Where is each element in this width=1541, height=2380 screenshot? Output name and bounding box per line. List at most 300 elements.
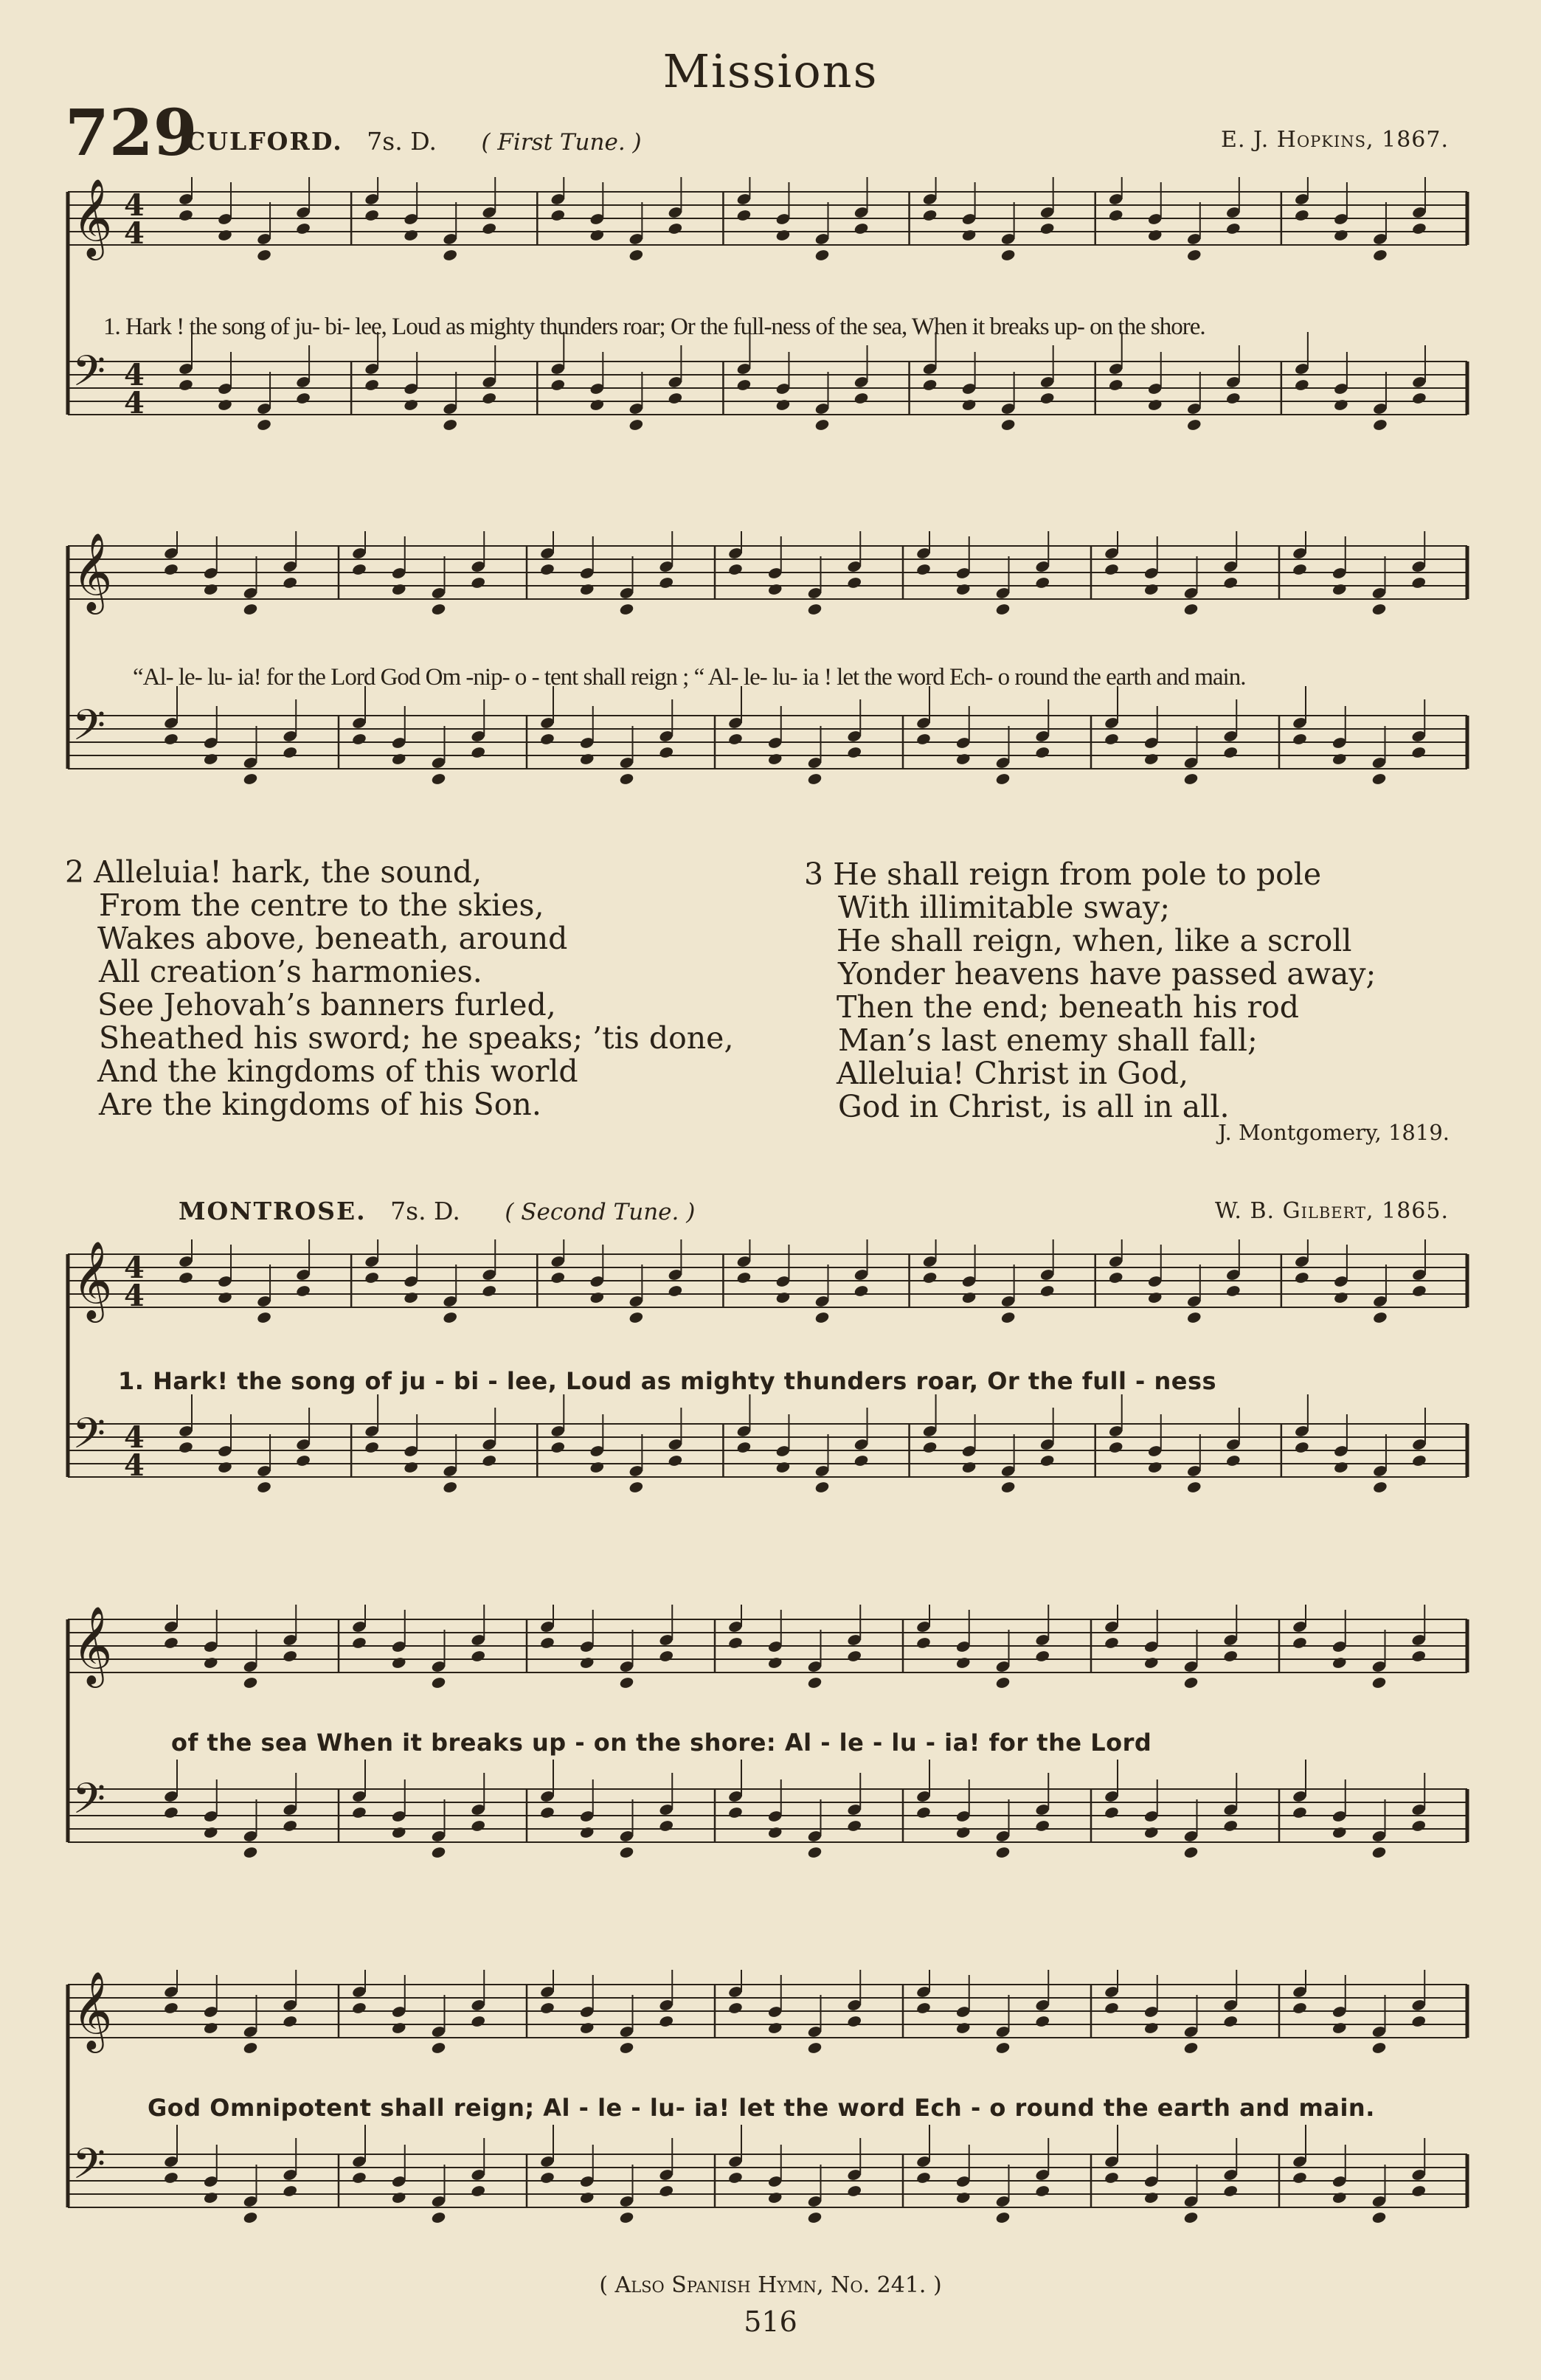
notehead [1292,2171,1307,2184]
notehead [807,1676,823,1689]
notehead [1000,418,1016,432]
notehead [955,753,971,766]
notehead [961,398,977,412]
notehead [256,1481,271,1494]
notehead [364,378,379,392]
notehead [403,1291,418,1304]
notehead [628,1311,644,1324]
notehead [736,378,752,392]
notehead [1371,1676,1387,1689]
notehead [163,2002,179,2015]
notehead [807,1846,823,1859]
notehead [619,772,634,786]
notehead [579,753,595,766]
notehead [482,1284,497,1298]
tune1-name: CULFORD. [186,127,343,156]
notehead [1223,576,1239,589]
notehead [955,2021,971,2035]
notehead [1183,1676,1199,1689]
notehead [619,603,634,616]
treble-clef-icon: 𝄞 [72,1240,113,1319]
tune2-note: ( Second Tune. ) [505,1199,696,1225]
notehead [853,222,869,235]
notehead [995,2041,1011,2055]
notehead [659,2015,674,2028]
notehead [1039,222,1055,235]
notehead [1183,2211,1199,2224]
notehead [1333,398,1348,412]
notehead [364,209,379,222]
time-signature: 4 [124,1279,145,1313]
notehead [1332,583,1347,596]
notehead [163,733,179,746]
notehead [203,1656,218,1670]
notehead [1035,746,1050,759]
notehead [659,1650,674,1663]
notehead [1183,2041,1199,2055]
notehead [955,2191,971,2204]
notehead [1223,2015,1239,2028]
notehead [727,1636,743,1650]
notehead [283,1650,298,1663]
notehead [1143,1656,1159,1670]
notehead [178,378,193,392]
notehead [1411,1454,1427,1467]
notehead [995,603,1011,616]
notehead [539,2002,555,2015]
notehead [243,2211,258,2224]
notehead [1186,1481,1202,1494]
notehead [217,229,232,242]
notehead [163,1806,179,1819]
notehead [1333,1461,1348,1474]
notehead [283,746,298,759]
notehead [1000,249,1016,262]
bass-clef-icon: 𝄢 [72,346,106,407]
notehead [1108,1441,1123,1454]
notehead [1108,209,1123,222]
time-signature: 4 [124,1250,145,1285]
notehead [1372,1481,1388,1494]
notehead [163,563,179,576]
notehead [431,603,446,616]
notehead [1183,1846,1199,1859]
notehead [1292,2002,1307,2015]
notehead [295,1284,311,1298]
notehead [847,1819,862,1833]
notehead [431,1676,446,1689]
tune2-lyrics-line1: 1. Hark! the song of ju - bi - lee, Loud as mighty thunders roar, Or the full - ness [118,1367,1217,1395]
notehead [1223,746,1239,759]
notehead [471,2015,486,2028]
notehead [1372,418,1388,432]
tune2-lyrics-line2: of the sea When it breaks up - on the shore: Al - le - lu - ia! for the Lord [171,1729,1152,1757]
notehead [482,1454,497,1467]
notehead [1333,229,1348,242]
notehead [443,1481,458,1494]
notehead [727,733,743,746]
tune2-header [179,1197,695,1225]
notehead [1186,249,1202,262]
notehead [1000,1481,1016,1494]
notehead [736,1441,752,1454]
notehead [668,1284,683,1298]
notehead [853,392,869,405]
tune2-composer: W. B. Gilbert, 1865. [1214,1198,1449,1224]
notehead [1186,1311,1202,1324]
notehead [961,1461,977,1474]
notehead [163,1636,179,1650]
notehead [295,1454,311,1467]
notehead [1147,1461,1163,1474]
notehead [659,2184,674,2198]
notehead [163,2171,179,2184]
notehead [1332,1826,1347,1839]
notehead [1292,563,1307,576]
section-title: Missions [662,44,879,98]
verse-line: Sheathed his sword; he speaks; ’tis done, [99,1020,734,1056]
notehead [539,2171,555,2184]
notehead [243,2041,258,2055]
notehead [915,2171,931,2184]
time-signature: 4 [124,1448,145,1483]
notehead [1039,392,1055,405]
notehead [1143,2021,1159,2035]
notehead [1035,576,1050,589]
notehead [471,1650,486,1663]
notehead [579,1656,595,1670]
notehead [1104,2002,1119,2015]
treble-staff [68,1605,1467,1689]
notehead [589,1461,605,1474]
notehead [243,772,258,786]
notehead [807,772,823,786]
notehead [243,1846,258,1859]
notehead [922,1441,938,1454]
notehead [628,249,644,262]
notehead [955,1656,971,1670]
notehead [1147,398,1163,412]
verse-line: 2 Alleluia! hark, the sound, [65,854,482,890]
notehead [550,378,566,392]
notehead [431,772,446,786]
notehead [995,1846,1011,1859]
verse-line: 3 He shall reign from pole to pole [804,857,1322,892]
hymn-author: J. Montgomery, 1819. [1218,1120,1450,1145]
notehead [1371,603,1387,616]
notehead [295,392,311,405]
treble-staff [68,177,1467,262]
tune2-lyrics-line3: God Omnipotent shall reign; Al - le - lu- ia! let the word Ech - o round the earth and main. [148,2094,1375,2122]
notehead [351,733,367,746]
notehead [351,2171,367,2184]
notehead [217,1461,232,1474]
notehead [1104,563,1119,576]
notehead [243,1676,258,1689]
notehead [391,1656,406,1670]
treble-clef-icon: 𝄞 [72,178,113,257]
time-signature: 4 [124,386,145,421]
notehead [589,229,605,242]
notehead [1108,1271,1123,1284]
notehead [995,772,1011,786]
notehead [1000,1311,1016,1324]
notehead [589,398,605,412]
notehead [961,229,977,242]
notehead [1108,378,1123,392]
notehead [767,2191,783,2204]
treble-clef-icon: 𝄞 [72,1971,113,2049]
notehead [283,2015,298,2028]
notehead [775,398,791,412]
notehead [1411,576,1427,589]
notehead [550,1271,566,1284]
notehead [1104,1806,1119,1819]
verse-line: From the centre to the skies, [99,888,544,923]
notehead [217,1291,232,1304]
page-number: 516 [744,2305,797,2338]
notehead [915,1806,931,1819]
time-signature: 4 [124,1420,145,1455]
notehead [482,222,497,235]
notehead [628,418,644,432]
notehead [1104,2171,1119,2184]
verse-line: Wakes above, beneath, around [97,921,568,956]
notehead [619,2041,634,2055]
notehead [736,1271,752,1284]
notehead [471,2184,486,2198]
notehead [775,1291,791,1304]
verse-line: All creation’s harmonies. [99,954,482,989]
notehead [403,1461,418,1474]
bass-staff [68,332,1467,432]
notehead [847,2184,862,2198]
tune1-lyrics-line1: 1. Hark ! the song of ju- bi- lee, Loud as mighty thunders roar; Or the full-ness of the sea, When it breaks up- on the shore. [103,314,1205,340]
notehead [178,1441,193,1454]
bass-staff [68,1760,1467,1859]
notehead [443,418,458,432]
notehead [443,249,458,262]
notehead [814,418,830,432]
notehead [775,1461,791,1474]
verse-line: Alleluia! Christ in God, [837,1056,1188,1091]
tune2-name: MONTROSE. [179,1197,367,1225]
notehead [1225,1284,1241,1298]
notehead [659,746,674,759]
notehead [178,209,193,222]
verse-3 [804,858,1376,1124]
notehead [659,576,674,589]
notehead [364,1271,379,1284]
treble-staff [68,1239,1467,1324]
notehead [922,209,938,222]
notehead [814,249,830,262]
notehead [471,1819,486,1833]
verse-line: See Jehovah’s banners furled, [97,987,556,1023]
notehead [1292,1806,1307,1819]
notehead [628,1481,644,1494]
notehead [955,1826,971,1839]
notehead [727,563,743,576]
notehead [243,603,258,616]
verse-line: Yonder heavens have passed away; [838,956,1376,992]
notehead [727,1806,743,1819]
bass-clef-icon: 𝄢 [72,700,106,761]
time-signature: 4 [124,188,145,223]
tune1-lyrics-line2: “Al- le- lu- ia! for the Lord God Om -nip- o - tent shall reign ; “ Al- le- lu- ia ! let the word Ech- o round the earth and main. [133,664,1246,691]
notehead [203,753,218,766]
verse-line: Are the kingdoms of his Son. [99,1087,541,1122]
notehead [256,249,271,262]
notehead [431,2211,446,2224]
notehead [403,229,418,242]
notehead [579,1826,595,1839]
notehead [1294,1441,1309,1454]
notehead [1372,249,1388,262]
notehead [1223,2184,1239,2198]
footnote: ( Also Spanish Hymn, No. 241. ) [599,2272,942,2298]
notehead [391,2191,406,2204]
notehead [391,1826,406,1839]
notehead [1332,2191,1347,2204]
notehead [736,209,752,222]
notehead [1104,1636,1119,1650]
notehead [1371,772,1387,786]
notehead [1371,1846,1387,1859]
notehead [1294,378,1309,392]
notehead [550,209,566,222]
notehead [1371,2041,1387,2055]
notehead [364,1441,379,1454]
notehead [1411,222,1427,235]
notehead [283,576,298,589]
notehead [915,2002,931,2015]
treble-staff [68,1970,1467,2055]
verse-line: Man’s last enemy shall fall; [838,1023,1258,1058]
notehead [1143,583,1159,596]
notehead [256,1311,271,1324]
notehead [1225,1454,1241,1467]
notehead [217,398,232,412]
notehead [668,1454,683,1467]
notehead [807,2041,823,2055]
bass-clef-icon: 𝄢 [72,1774,106,1834]
notehead [391,583,406,596]
notehead [767,1826,783,1839]
verse-line: God in Christ, is all in all. [838,1089,1230,1124]
notehead [767,753,783,766]
treble-clef-icon: 𝄞 [72,532,113,611]
notehead [1411,392,1427,405]
treble-staff [68,531,1467,616]
tune1-meter: 7s. D. [367,127,437,156]
verse-line: He shall reign, when, like a scroll [837,923,1352,958]
tune1-note: ( First Tune. ) [481,129,642,156]
notehead [847,2015,862,2028]
notehead [203,1826,218,1839]
notehead [915,563,931,576]
notehead [1411,746,1427,759]
notehead [915,1636,931,1650]
notehead [619,1846,634,1859]
tune2-meter: 7s. D. [390,1197,460,1225]
notehead [922,378,938,392]
notehead [1225,392,1241,405]
notehead [351,1806,367,1819]
notehead [1225,222,1241,235]
notehead [1332,753,1347,766]
notehead [922,1271,938,1284]
bass-staff [68,686,1467,786]
notehead [1039,1284,1055,1298]
time-signature: 4 [124,358,145,392]
notehead [471,576,486,589]
tune1-composer: E. J. Hopkins, 1867. [1221,127,1449,153]
notehead [539,1806,555,1819]
notehead [579,583,595,596]
notehead [1035,2184,1050,2198]
notehead [1147,1291,1163,1304]
notehead [1411,1819,1427,1833]
notehead [767,1656,783,1670]
notehead [203,583,218,596]
notehead [961,1291,977,1304]
notehead [1332,2021,1347,2035]
notehead [619,1676,634,1689]
notehead [1104,733,1119,746]
notehead [1035,2015,1050,2028]
notehead [1372,1311,1388,1324]
notehead [1183,772,1199,786]
notehead [767,2021,783,2035]
notehead [668,392,683,405]
notehead [727,2171,743,2184]
notehead [995,1676,1011,1689]
notehead [1292,733,1307,746]
notehead [351,563,367,576]
notehead [915,733,931,746]
notehead [1294,209,1309,222]
notehead [807,2211,823,2224]
notehead [847,576,862,589]
notehead [391,2021,406,2035]
bass-staff [68,1394,1467,1494]
notehead [403,398,418,412]
notehead [1183,603,1199,616]
bass-clef-icon: 𝄢 [72,2139,106,2199]
time-signature: 4 [124,216,145,251]
notehead [431,2041,446,2055]
notehead [482,392,497,405]
notehead [955,583,971,596]
notehead [589,1291,605,1304]
notehead [853,1284,869,1298]
notehead [351,2002,367,2015]
notehead [579,2021,595,2035]
notehead [283,1819,298,1833]
notehead [814,1481,830,1494]
notehead [619,2211,634,2224]
notehead [1294,1271,1309,1284]
notehead [1411,1284,1427,1298]
verse-2 [65,856,733,1121]
notehead [283,2184,298,2198]
notehead [1186,418,1202,432]
hymn-number: 729 [65,96,198,170]
notehead [1411,2015,1427,2028]
notehead [1411,1650,1427,1663]
notehead [853,1454,869,1467]
